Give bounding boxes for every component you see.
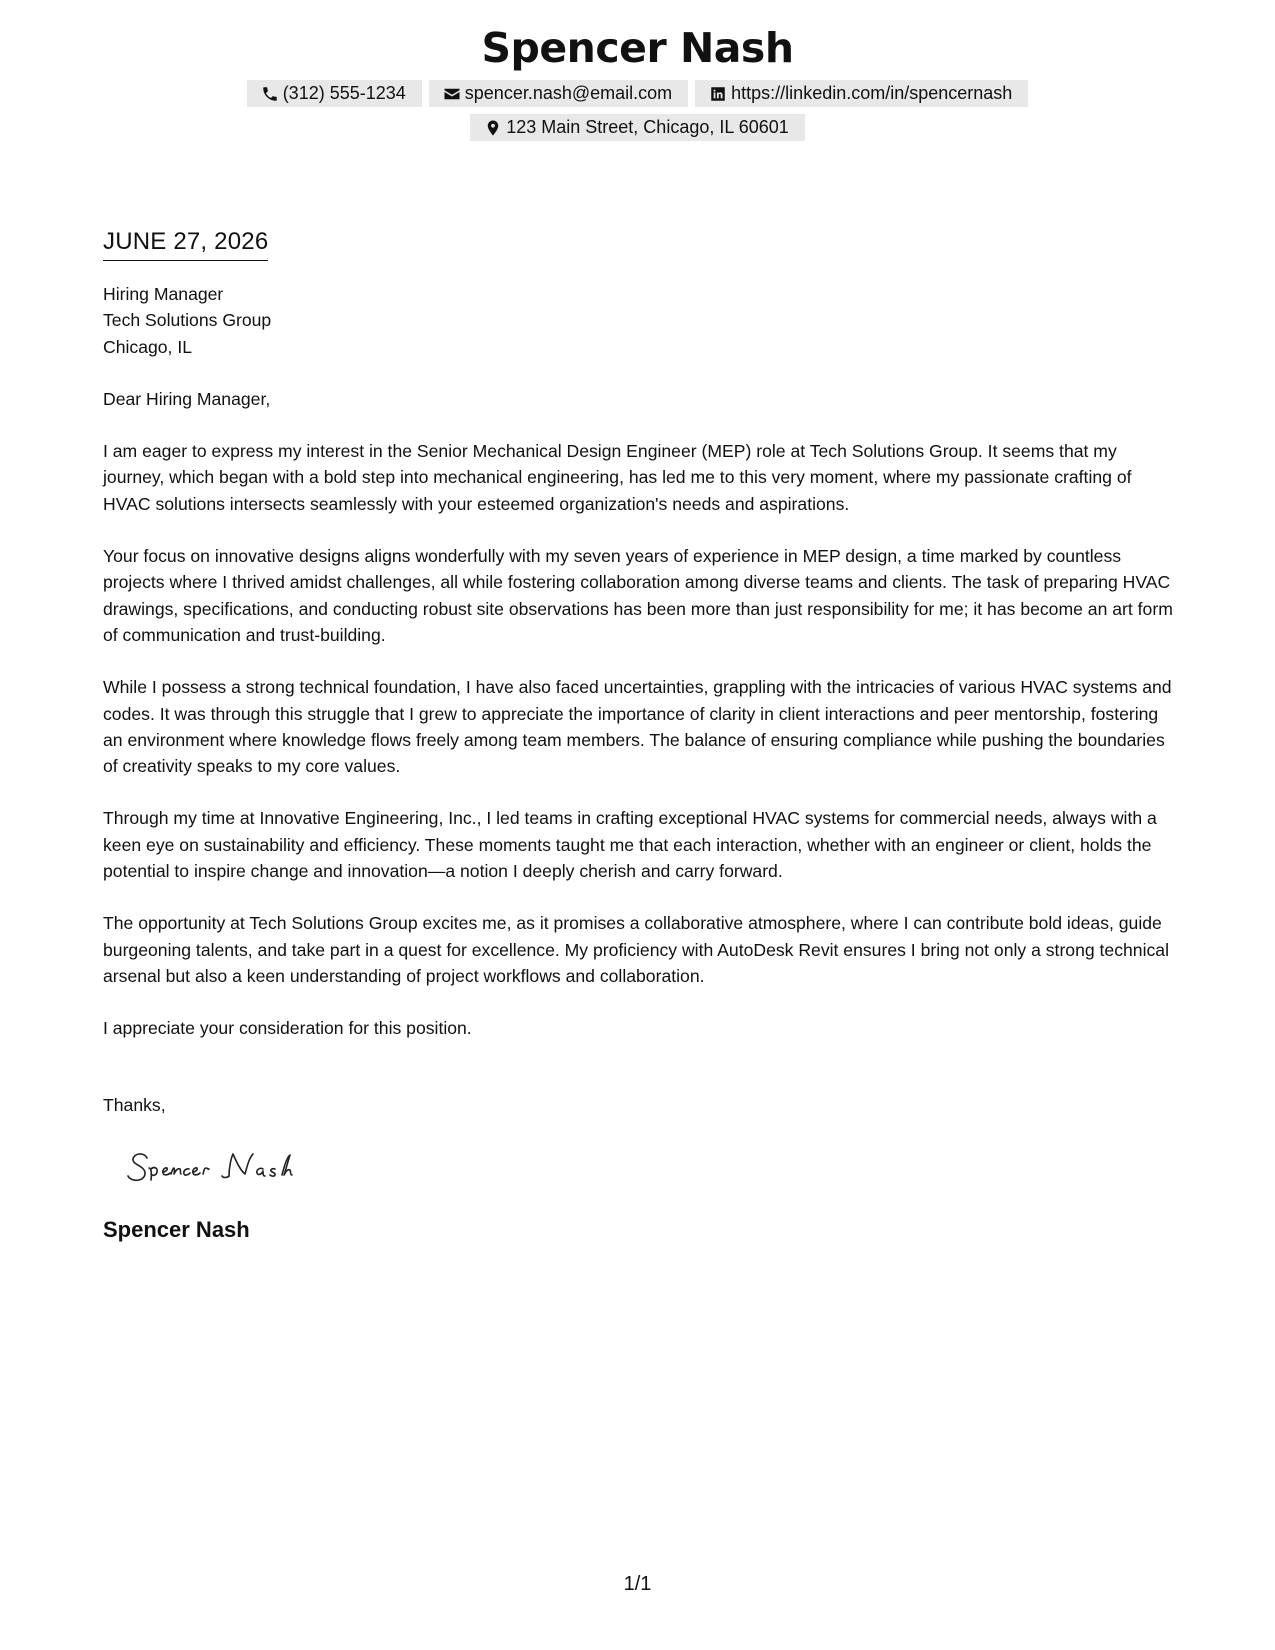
letter-header <box>0 20 1275 141</box>
recipient-company: Tech Solutions Group <box>103 310 272 331</box>
contact-row <box>0 80 1275 107</box>
signer-name: Spencer Nash <box>103 1217 250 1243</box>
letter-date: JUNE 27, 2026 <box>103 226 268 261</box>
email-contact[interactable] <box>429 80 688 107</box>
paragraph: I appreciate your consideration for this position. <box>103 1018 472 1039</box>
recipient-title: Hiring Manager <box>103 284 224 304</box>
envelope-icon <box>443 85 461 103</box>
paragraph: Your focus on innovative designs aligns wonderfully with my seven years of experience in MEP design, a time marked by countless projects where I thrived amidst challenges, all while fostering collaboration among diverse teams and clients. The task of preparing HVAC drawings, specifications, and conducting robust site observations has been more than just responsibility for me; it has become an art form of communication and trust-building. <box>103 546 1173 645</box>
address-text: 123 Main Street, Chicago, IL 60601 <box>506 117 789 137</box>
address-row <box>0 114 1275 141</box>
closing: Thanks, <box>103 1094 166 1115</box>
paragraph: The opportunity at Tech Solutions Group excites me, as it promises a collaborative atmosphere, where I can contribute bold ideas, guide burgeoning talents, and take part in a quest for excellence. My proficiency with AutoDesk Revit ensures I bring not only a strong technical arsenal but also a keen understanding of project workflows and collaboration. <box>103 913 1169 986</box>
phone-text: (312) 555-1234 <box>282 83 406 103</box>
linkedin-icon <box>709 85 727 103</box>
applicant-name: Spencer Nash <box>481 24 794 72</box>
paragraph: Through my time at Innovative Engineering, Inc., I led teams in crafting exceptional HVAC systems for commercial needs, always with a keen eye on sustainability and efficiency. These moments taught me that each interaction, whether with an engineer or client, holds the potential to inspire change and innovation—a notion I deeply cherish and carry forward. <box>103 808 1157 882</box>
handwritten-signature <box>125 1136 365 1196</box>
linkedin-text: https://linkedin.com/in/spencernash <box>731 83 1013 103</box>
paragraph: While I possess a strong technical foundation, I have also faced uncertainties, grappling with the intricacies of various HVAC systems and codes. It was through this struggle that I grew to appreciate the importance of clarity in client interactions and peer mentorship, fostering an environment where knowledge flows freely among team members. The balance of ensuring compliance while pushing the boundaries of creativity speaks to my core values. <box>103 677 1172 777</box>
address-contact <box>470 114 805 141</box>
page-number: 1/1 <box>623 1573 652 1595</box>
salutation: Dear Hiring Manager, <box>103 388 271 409</box>
letter-body <box>103 226 1178 1245</box>
map-pin-icon <box>484 119 502 137</box>
phone-contact[interactable] <box>247 80 422 107</box>
linkedin-contact[interactable] <box>695 80 1028 107</box>
paragraph: I am eager to express my interest in the Senior Mechanical Design Engineer (MEP) role at Tech Solutions Group. It seems that my journey, which began with a bold step into mechanical engineering, has led me to this very moment, where my passionate crafting of HVAC solutions intersects seamlessly with your esteemed organization's needs and aspirations. <box>103 441 1132 514</box>
email-text: spencer.nash@email.com <box>464 83 673 103</box>
recipient-block <box>103 281 1178 360</box>
phone-icon <box>261 85 279 103</box>
recipient-location: Chicago, IL <box>103 336 192 357</box>
